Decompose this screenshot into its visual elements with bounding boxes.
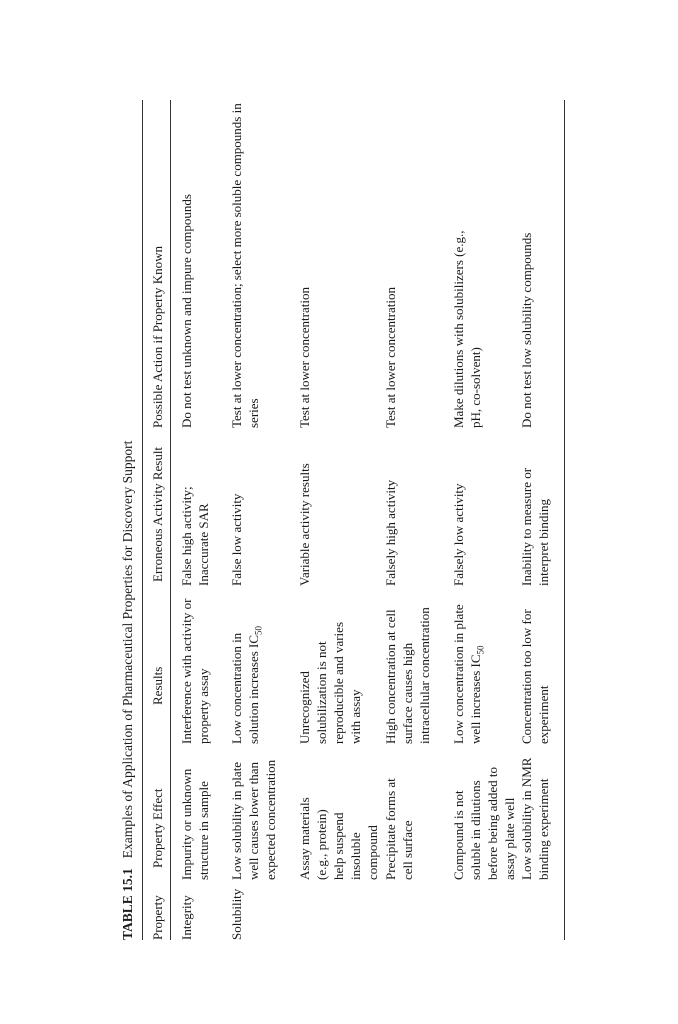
row3-action: Test at lower concentration: [297, 287, 312, 428]
row6-effect: Low solubility in NMR binding experiment: [519, 757, 551, 880]
row6-action: Do not test low solubility compounds: [519, 232, 534, 428]
row1-effect: Impurity or unknown structure in sample: [179, 768, 211, 880]
row2-action: Test at lower concentration; select more soluble compounds in series: [229, 103, 261, 428]
bottom-rule: [564, 100, 565, 940]
table-caption: [120, 441, 136, 940]
row5-effect: Compound is not soluble in dilutions before being added to assay plate well: [451, 767, 517, 880]
header-results: Results: [150, 666, 165, 705]
row2-results-subscript: 50: [253, 625, 264, 635]
row5-erroneous: Falsely low activity: [451, 483, 466, 586]
table-label: TABLE 15.1: [120, 868, 135, 940]
row4-effect: Precipitate forms at cell surface: [383, 778, 415, 880]
rotated-table-page: [120, 100, 678, 940]
table-title: Examples of Application of Pharmaceutical Properties for Discovery Support: [120, 440, 135, 859]
row5-results-text: Low concentration in plate well increases IC: [451, 604, 483, 744]
row5-results-subscript: 50: [475, 645, 486, 655]
row2-results: [228, 594, 268, 744]
row1-results: Interference with activity or property assay: [179, 598, 211, 744]
row3-effect: Assay materials (e.g., protein) help suspend insoluble compound: [297, 797, 380, 880]
header-property-effect: Property Effect: [150, 788, 165, 868]
row2-effect: Low solubility in plate well causes lower than expected concentration: [229, 759, 278, 880]
row2-erroneous: False low activity: [229, 493, 244, 586]
header-rule: [170, 100, 171, 940]
row6-results: Concentration too low for experiment: [519, 609, 551, 744]
row6-erroneous: Inability to measure or interpret binding: [519, 467, 551, 586]
row4-action: Test at lower concentration: [383, 287, 398, 428]
row5-action: Make dilutions with solubilizers (e.g., pH, co-solvent): [451, 230, 483, 428]
top-rule: [142, 100, 143, 940]
row1-action: Do not test unknown and impure compounds: [179, 194, 194, 428]
header-possible-action: Possible Action if Property Known: [150, 246, 165, 428]
row2-property: Solubility: [229, 888, 244, 940]
row2-results-text: Low concentration in solution increases IC: [229, 632, 261, 744]
row5-results: [450, 594, 490, 744]
row3-erroneous: Variable activity results: [297, 463, 312, 586]
row1-erroneous: False high activity; Inaccurate SAR: [179, 486, 211, 586]
row1-property: Integrity: [179, 895, 194, 940]
row4-erroneous: Falsely high activity: [383, 479, 398, 586]
row3-results: Unrecognized solubilization is not reproducible and varies with assay: [297, 621, 363, 744]
header-property: Property: [150, 895, 165, 940]
row4-results: High concentration at cell surface causes high intracellular concentration: [383, 607, 432, 744]
header-erroneous-result: Erroneous Activity Result: [150, 446, 165, 582]
